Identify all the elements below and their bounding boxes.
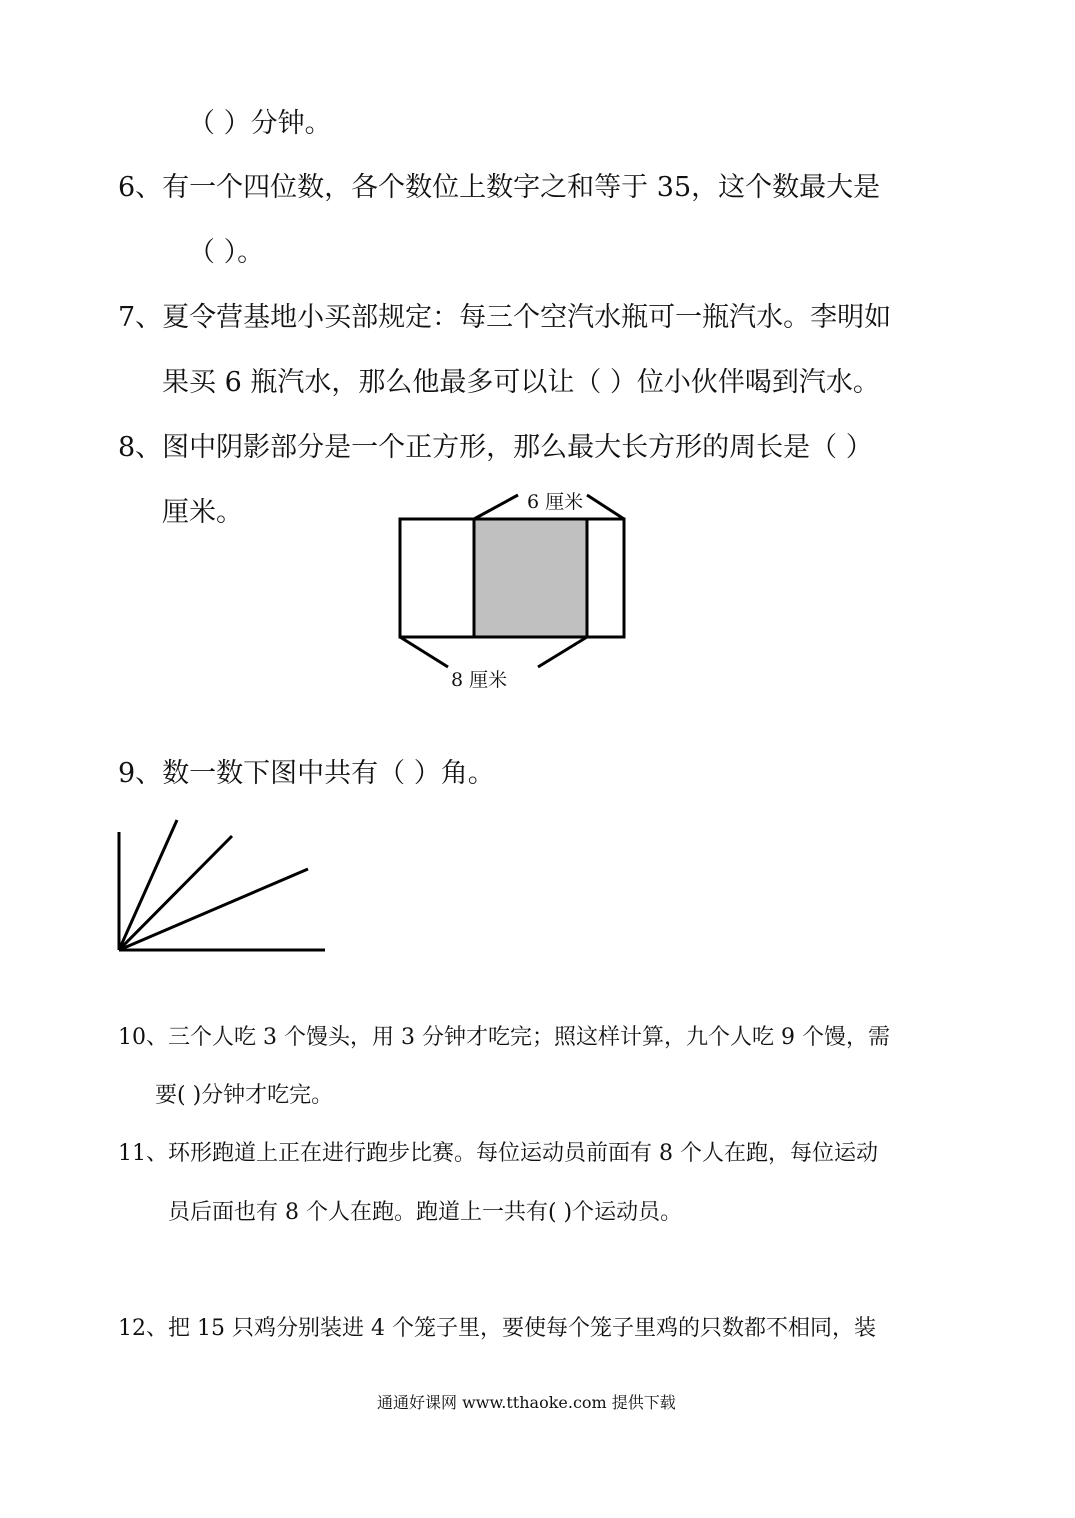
bottom-brace-right <box>538 637 587 667</box>
question-6-line-1: 6、有一个四位数，各个数位上数字之和等于 35，这个数最大是 <box>118 172 881 203</box>
q5-continuation: （ ）分钟。 <box>188 108 332 139</box>
question-7-line-1: 7、夏令营基地小买部规定：每三个空汽水瓶可一瓶汽水。李明如 <box>118 302 892 333</box>
label-8cm: 8 厘米 <box>451 669 508 691</box>
question-6-line-2: （ ）。 <box>188 237 265 268</box>
angle-ray-shallow <box>119 869 308 950</box>
angle-ray-middle <box>119 836 232 950</box>
shaded-square <box>474 519 587 637</box>
bottom-brace-left <box>400 637 448 667</box>
footer: 通通好课网 www.tthaoke.com 提供下载 <box>377 1393 676 1412</box>
label-6cm: 6 厘米 <box>527 491 584 513</box>
top-brace-left <box>474 495 518 519</box>
question-8-line-1: 8、图中阴影部分是一个正方形，那么最大长方形的周长是（ ） <box>118 432 873 463</box>
question-11-line-1: 11、环形跑道上正在进行跑步比赛。每位运动员前面有 8 个人在跑，每位运动 <box>118 1141 878 1166</box>
question-8-line-2: 厘米。 <box>162 497 243 528</box>
question-9: 9、数一数下图中共有（ ）角。 <box>118 758 495 789</box>
question-12-line-1: 12、把 15 只鸡分别装进 4 个笼子里，要使每个笼子里鸡的只数都不相同，装 <box>118 1316 876 1341</box>
question-7-line-2: 果买 6 瓶汽水，那么他最多可以让（ ）位小伙伴喝到汽水。 <box>162 367 880 398</box>
question-11-line-2: 员后面也有 8 个人在跑。跑道上一共有( )个运动员。 <box>168 1200 683 1225</box>
question-10-line-2: 要( )分钟才吃完。 <box>155 1083 334 1108</box>
top-brace-right <box>587 495 624 519</box>
question-10-line-1: 10、三个人吃 3 个馒头，用 3 分钟才吃完；照这样计算，九个人吃 9 个馒，需 <box>118 1025 890 1050</box>
